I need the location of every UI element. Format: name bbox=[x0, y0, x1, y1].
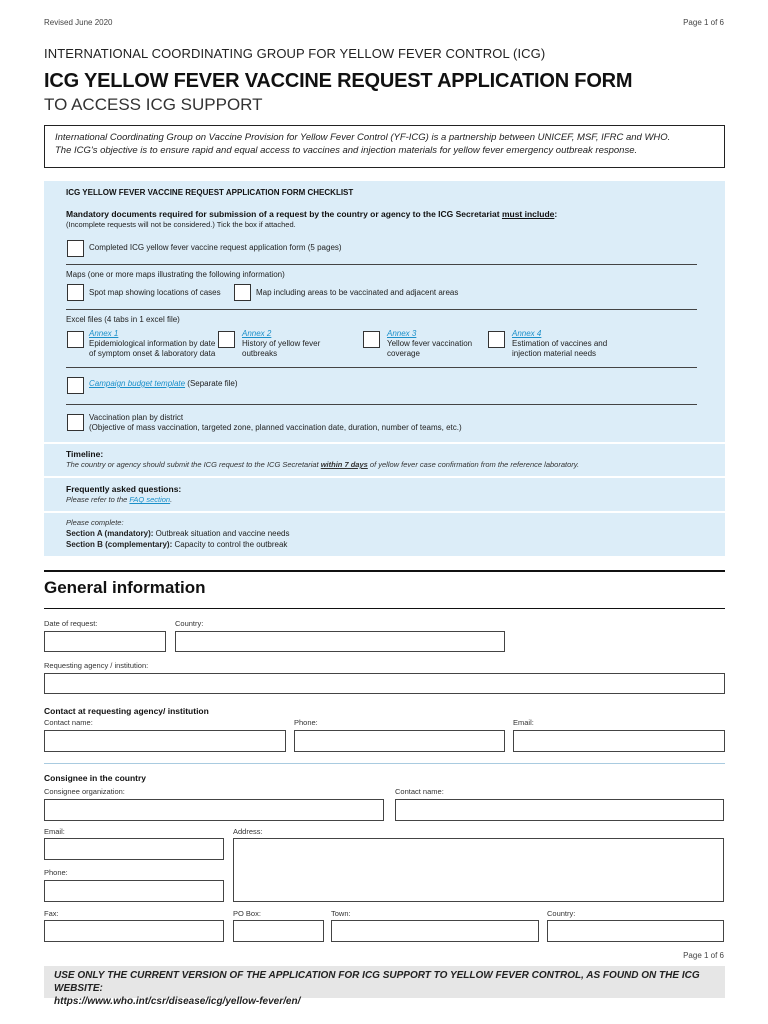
annex-3-desc-1: Yellow fever vaccination bbox=[387, 339, 473, 348]
checklist-title: ICG YELLOW FEVER VACCINE REQUEST APPLICATION FORM CHECKLIST bbox=[66, 188, 354, 197]
mandatory-heading bbox=[66, 209, 557, 219]
checkbox-annex-2[interactable] bbox=[218, 331, 235, 348]
item-spot-map: Spot map showing locations of cases bbox=[89, 288, 221, 297]
checkbox-spot-map[interactable] bbox=[67, 284, 84, 301]
intro-line-1: International Coordinating Group on Vaccine Provision for Yellow Fever Control (YF-ICG) is a partnership between UNICEF, MSF, IFRC and WHO. bbox=[55, 132, 671, 143]
consignee-email-label: Email: bbox=[44, 827, 65, 836]
budget-item bbox=[89, 379, 238, 388]
intro-box bbox=[44, 125, 725, 168]
vaccination-plan-note: (Objective of mass vaccination, targeted zone, planned vaccination date, duration, number of teams, etc.) bbox=[89, 423, 462, 432]
maps-heading bbox=[66, 270, 285, 279]
checkbox-budget[interactable] bbox=[67, 377, 84, 394]
divider bbox=[44, 763, 725, 764]
address-label: Address: bbox=[233, 827, 263, 836]
annex-4-desc-1: Estimation of vaccines and bbox=[512, 339, 608, 348]
please-complete: Please complete: bbox=[66, 518, 124, 527]
mandatory-colon: : bbox=[554, 209, 558, 219]
timeline-pre: The country or agency should submit the ICG request to the ICG Secretariat bbox=[66, 460, 321, 469]
faq-pre: Please refer to the bbox=[66, 495, 130, 504]
town-label: Town: bbox=[331, 909, 351, 918]
consignee-contact-field[interactable] bbox=[395, 799, 724, 821]
town-field[interactable] bbox=[331, 920, 539, 942]
vaccination-plan-item bbox=[89, 413, 462, 433]
faq-link[interactable]: FAQ section bbox=[129, 495, 171, 504]
agency-label: Requesting agency / institution: bbox=[44, 661, 149, 670]
excel-note: (4 tabs in 1 excel file) bbox=[102, 315, 180, 324]
separator bbox=[44, 511, 725, 513]
annex-1-desc-1: Epidemiological information by date bbox=[89, 339, 216, 348]
timeline-post: of yellow fever case confirmation from the reference laboratory. bbox=[367, 460, 580, 469]
excel-label: Excel files bbox=[66, 315, 103, 324]
email-field[interactable] bbox=[513, 730, 725, 752]
footer-emphasis: ONLY bbox=[77, 970, 105, 981]
requesting-agency-field[interactable] bbox=[44, 673, 725, 694]
separator bbox=[44, 476, 725, 478]
timeline-emphasis: within 7 days bbox=[320, 460, 368, 469]
mandatory-note: (Incomplete requests will not be considered.) Tick the box if attached. bbox=[66, 220, 296, 229]
timeline-label: Timeline: bbox=[66, 449, 104, 459]
contact-name-field[interactable] bbox=[44, 730, 286, 752]
consignee-contact-label: Contact name: bbox=[395, 787, 444, 796]
consignee-country-field[interactable] bbox=[547, 920, 724, 942]
divider bbox=[66, 404, 697, 405]
annex-2 bbox=[242, 329, 320, 359]
footer-post: THE CURRENT VERSION OF THE APPLICATION FOR ICG SUPPORT TO YELLOW FEVER CONTROL, AS FOUND ON THE ICG WEBSITE: bbox=[54, 970, 700, 994]
phone-label: Phone: bbox=[294, 718, 318, 727]
annex-3-desc-2: coverage bbox=[387, 349, 420, 358]
annex-4-desc-2: injection material needs bbox=[512, 349, 597, 358]
timeline-text bbox=[66, 460, 579, 469]
checkbox-annex-3[interactable] bbox=[363, 331, 380, 348]
po-box-field[interactable] bbox=[233, 920, 324, 942]
section-a-text: Outbreak situation and vaccine needs bbox=[153, 529, 290, 538]
footer-url[interactable]: https://www.who.int/csr/disease/icg/yellow-fever/en/ bbox=[54, 996, 301, 1007]
annex-4-link[interactable]: Annex 4 bbox=[512, 329, 542, 338]
annex-1-desc-2: of symptom onset & laboratory data bbox=[89, 349, 216, 358]
annex-2-link[interactable]: Annex 2 bbox=[242, 329, 272, 338]
excel-heading bbox=[66, 315, 180, 324]
consignee-phone-label: Phone: bbox=[44, 868, 68, 877]
faq-text bbox=[66, 495, 172, 504]
checkbox-application-form[interactable] bbox=[67, 240, 84, 257]
consignee-email-field[interactable] bbox=[44, 838, 224, 860]
consignee-organization-field[interactable] bbox=[44, 799, 384, 821]
consignee-org-label: Consignee organization: bbox=[44, 787, 125, 796]
section-b bbox=[66, 540, 287, 549]
page-number-top: Page 1 of 6 bbox=[683, 18, 724, 27]
section-a-label: Section A (mandatory): bbox=[66, 529, 154, 538]
annex-2-desc-2: outbreaks bbox=[242, 349, 278, 358]
organization-name: INTERNATIONAL COORDINATING GROUP FOR YELLOW FEVER CONTROL (ICG) bbox=[44, 46, 546, 61]
intro-line-2: The ICG's objective is to ensure rapid and equal access to vaccines and injection materials for yellow fever emergency outbreak response. bbox=[55, 145, 638, 156]
page-number-bottom: Page 1 of 6 bbox=[683, 951, 724, 960]
contact-heading: Contact at requesting agency/ institution bbox=[44, 706, 209, 716]
divider bbox=[66, 367, 697, 368]
footer-notice bbox=[44, 966, 725, 1007]
footer-line-1 bbox=[54, 969, 715, 995]
mandatory-emphasis: must include bbox=[501, 209, 555, 219]
annex-1-link[interactable]: Annex 1 bbox=[89, 329, 119, 338]
phone-field[interactable] bbox=[294, 730, 505, 752]
fax-field[interactable] bbox=[44, 920, 224, 942]
pobox-label: PO Box: bbox=[233, 909, 261, 918]
date-label: Date of request: bbox=[44, 619, 98, 628]
mandatory-text: Mandatory documents required for submission of a request by the country or agency to the ICG Secretariat bbox=[66, 209, 502, 219]
consignee-heading: Consignee in the country bbox=[44, 773, 147, 783]
form-title: ICG YELLOW FEVER VACCINE REQUEST APPLICATION FORM bbox=[44, 70, 633, 92]
country-field[interactable] bbox=[175, 631, 505, 652]
checkbox-annex-4[interactable] bbox=[488, 331, 505, 348]
section-rule-top bbox=[44, 570, 725, 572]
annex-4 bbox=[512, 329, 607, 359]
maps-note: (one or more maps illustrating the following information) bbox=[85, 270, 285, 279]
contact-name-label: Contact name: bbox=[44, 718, 93, 727]
fax-label: Fax: bbox=[44, 909, 59, 918]
divider bbox=[66, 309, 697, 310]
faq-label: Frequently asked questions: bbox=[66, 484, 182, 494]
annex-3 bbox=[387, 329, 472, 359]
budget-template-link[interactable]: Campaign budget template bbox=[89, 379, 186, 388]
section-b-label: Section B (complementary): bbox=[66, 540, 173, 549]
vaccination-plan-label: Vaccination plan by district bbox=[89, 413, 184, 422]
address-field[interactable] bbox=[233, 838, 724, 902]
divider bbox=[66, 264, 697, 265]
revised-date: Revised June 2020 bbox=[44, 18, 113, 27]
section-b-text: Capacity to control the outbreak bbox=[172, 540, 288, 549]
checkbox-area-map[interactable] bbox=[234, 284, 251, 301]
form-subtitle: TO ACCESS ICG SUPPORT bbox=[44, 95, 263, 114]
annex-2-desc-1: History of yellow fever bbox=[242, 339, 321, 348]
item-application-form: Completed ICG yellow fever vaccine request application form (5 pages) bbox=[89, 243, 342, 252]
faq-post: . bbox=[170, 495, 173, 504]
separator bbox=[44, 442, 725, 444]
section-a bbox=[66, 529, 290, 538]
budget-note: (Separate file) bbox=[185, 379, 238, 388]
annex-1 bbox=[89, 329, 215, 359]
annex-3-link[interactable]: Annex 3 bbox=[387, 329, 417, 338]
maps-label: Maps bbox=[66, 270, 86, 279]
date-of-request-field[interactable] bbox=[44, 631, 166, 652]
checkbox-vaccination-plan[interactable] bbox=[67, 414, 84, 431]
email-label: Email: bbox=[513, 718, 534, 727]
section-rule-bottom bbox=[44, 608, 725, 609]
general-info-title: General information bbox=[44, 578, 206, 597]
consignee-phone-field[interactable] bbox=[44, 880, 224, 902]
item-area-map: Map including areas to be vaccinated and adjacent areas bbox=[256, 288, 459, 297]
footer-pre: USE bbox=[54, 970, 78, 981]
checkbox-annex-1[interactable] bbox=[67, 331, 84, 348]
consignee-country-label: Country: bbox=[547, 909, 576, 918]
country-label: Country: bbox=[175, 619, 204, 628]
